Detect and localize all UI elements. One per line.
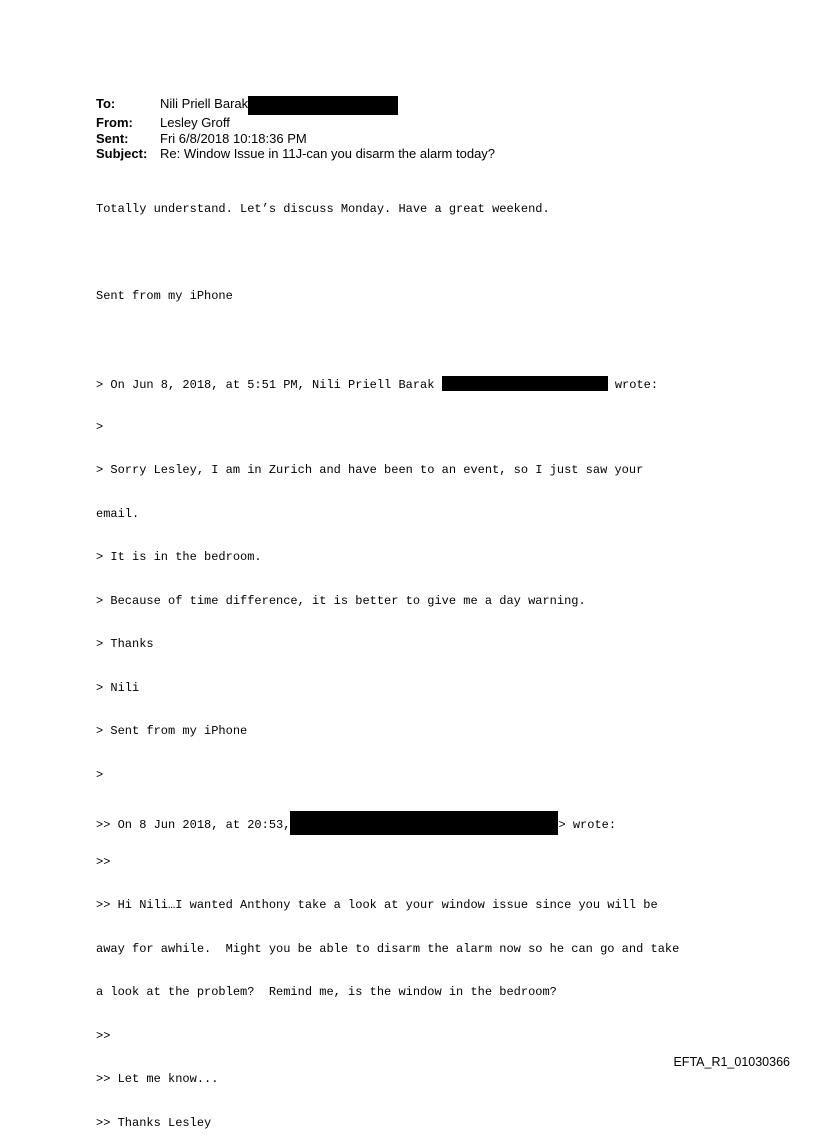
sent-row	[96, 131, 495, 147]
quote-header-2-start: >> On 8 Jun 2018, at 20:53,	[96, 818, 291, 832]
quote-line: > Thanks	[96, 637, 154, 651]
quote-line: away for awhile. Might you be able to disarm the alarm now so he can go and take	[96, 941, 680, 956]
quote-blank: >>	[96, 854, 111, 869]
subject-value: Re: Window Issue in 11J-can you disarm the alarm today?	[160, 146, 496, 161]
quote-header-2	[96, 811, 679, 832]
quote-line: >> Hi Nili…I wanted Anthony take a look at your window issue since you will be	[96, 898, 658, 912]
email-header	[96, 96, 495, 162]
quote-header-1-end: wrote:	[607, 378, 659, 392]
signature-line: Sent from my iPhone	[96, 289, 233, 303]
subject-label: Subject:	[96, 146, 148, 161]
to-label: To:	[96, 96, 116, 111]
quote-blank: >>	[96, 1028, 111, 1043]
to-value: Nili Priell Barak	[160, 96, 249, 111]
from-label: From:	[96, 115, 133, 130]
redaction-box	[442, 376, 608, 391]
quote-header-2-end: > wrote:	[558, 818, 617, 832]
document-id: EFTA_R1_01030366	[673, 1055, 790, 1069]
quote-header-1-start: > On Jun 8, 2018, at 5:51 PM, Nili Priell Barak	[96, 378, 442, 392]
to-row	[96, 96, 495, 115]
sent-value: Fri 6/8/2018 10:18:36 PM	[160, 130, 307, 146]
quote-line: >> Let me know...	[96, 1072, 219, 1086]
sent-label: Sent:	[96, 130, 129, 146]
quote-line: email.	[96, 506, 140, 521]
quote-line: > It is in the bedroom.	[96, 550, 262, 564]
quote-line: > Sent from my iPhone	[96, 724, 248, 738]
email-body	[96, 173, 679, 1145]
redaction-box	[248, 96, 398, 115]
reply-line: Totally understand. Let’s discuss Monday. Have a great weekend.	[96, 202, 550, 216]
from-value: Lesley Groff	[160, 115, 230, 130]
quote-line: > Nili	[96, 680, 140, 695]
quote-line: a look at the problem? Remind me, is the window in the bedroom?	[96, 985, 557, 999]
quote-blank: >	[96, 767, 104, 782]
quote-line: >> Thanks Lesley	[96, 1115, 212, 1130]
quote-line: > Because of time difference, it is better to give me a day warning.	[96, 593, 586, 608]
quote-line: > Sorry Lesley, I am in Zurich and have been to an event, so I just saw your	[96, 463, 644, 477]
subject-row	[96, 146, 495, 162]
from-row	[96, 115, 495, 131]
quote-header-1	[96, 376, 679, 391]
redaction-box	[290, 811, 558, 835]
quote-blank: >	[96, 419, 104, 434]
